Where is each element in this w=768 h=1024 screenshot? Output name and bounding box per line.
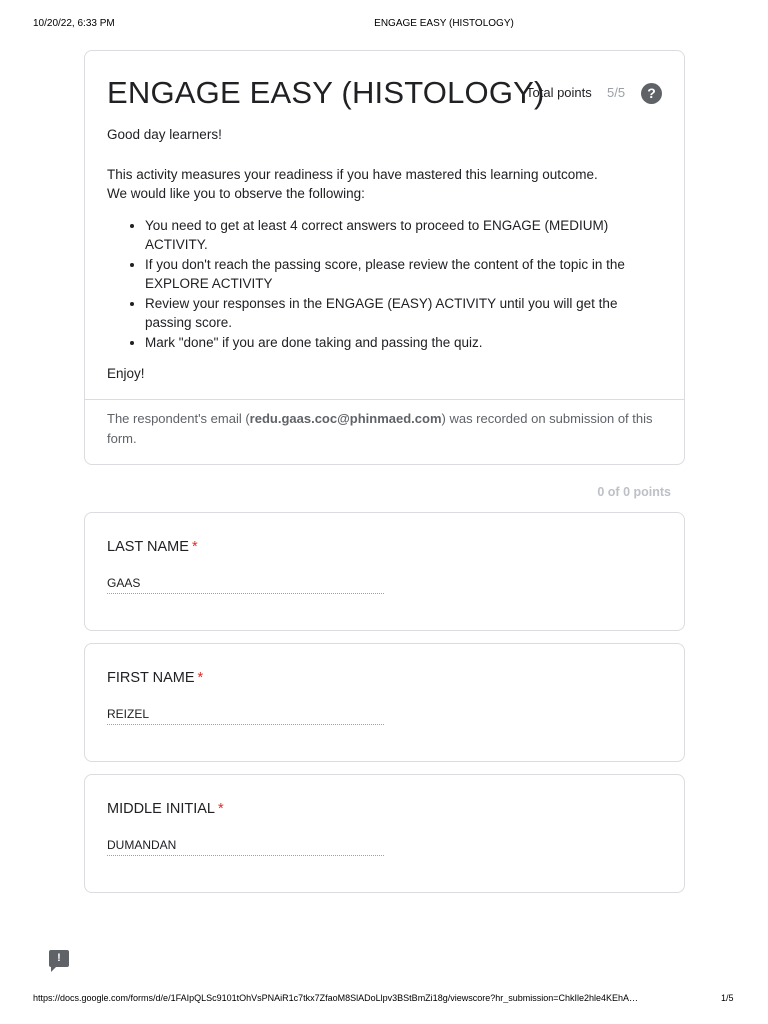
print-datetime: 10/20/22, 6:33 PM (33, 18, 115, 29)
required-asterisk: * (217, 801, 224, 817)
description-closing: Enjoy! (107, 366, 145, 381)
email-note-prefix: The respondent's email ( (107, 411, 250, 426)
respondent-email-note (107, 409, 667, 448)
header-divider (85, 399, 684, 400)
description-bullet: • Mark "done" if you are done taking and passing the quiz. (145, 333, 667, 353)
question-title-text: FIRST NAME (107, 670, 195, 686)
print-header (0, 18, 768, 32)
total-points-value: 5/5 (607, 85, 626, 100)
required-asterisk: * (197, 670, 204, 686)
question-title-text: LAST NAME (107, 539, 189, 555)
question-card-first-name (84, 643, 685, 762)
question-card-middle-initial (84, 774, 685, 893)
help-icon[interactable]: ? (641, 83, 662, 104)
required-asterisk: * (191, 539, 198, 555)
description-bullet-list (107, 216, 667, 353)
question-title (107, 539, 198, 555)
section-points: 0 of 0 points (597, 485, 671, 499)
total-points-label: Total points (526, 85, 592, 100)
question-title-text: MIDDLE INITIAL (107, 801, 215, 817)
description-greeting: Good day learners! (107, 127, 222, 142)
description-intro-line1: This activity measures your readiness if you have mastered this learning outcome. (107, 166, 598, 182)
print-page-number: 1/5 (721, 993, 734, 1003)
description-bullet: • You need to get at least 4 correct answers to proceed to ENGAGE (MEDIUM) ACTIVITY. (145, 216, 667, 255)
answer-last-name: GAAS (107, 576, 384, 594)
description-bullet: • Review your responses in the ENGAGE (EASY) ACTIVITY until you will get the passing score. (145, 294, 667, 333)
form-description (107, 125, 667, 384)
print-footer (0, 993, 768, 1005)
email-note-suffix: ) was recorded on submission of this form. (107, 411, 653, 446)
print-url: https://docs.google.com/forms/d/e/1FAIpQLSc9101tOhVsPNAiR1c7tkx7ZfaoM8SlADoLlpv3BStBmZi18g/viewscore?hr_submission=ChkIle2hle4KEhA… (33, 993, 639, 1003)
report-feedback-icon[interactable]: ! (49, 950, 69, 967)
description-bullet: • If you don't reach the passing score, please review the content of the topic in the EXPLORE ACTIVITY (145, 255, 667, 294)
form-header-card (84, 50, 685, 465)
question-title (107, 801, 224, 817)
answer-first-name: REIZEL (107, 707, 384, 725)
description-intro-line2: We would like you to observe the following: (107, 186, 365, 201)
question-title (107, 670, 203, 686)
respondent-email: redu.gaas.coc@phinmaed.com (249, 411, 442, 426)
print-title: ENGAGE EASY (HISTOLOGY) (374, 18, 514, 29)
question-card-last-name (84, 512, 685, 631)
answer-middle-initial: DUMANDAN (107, 838, 384, 856)
form-title: ENGAGE EASY (HISTOLOGY) (107, 75, 545, 110)
